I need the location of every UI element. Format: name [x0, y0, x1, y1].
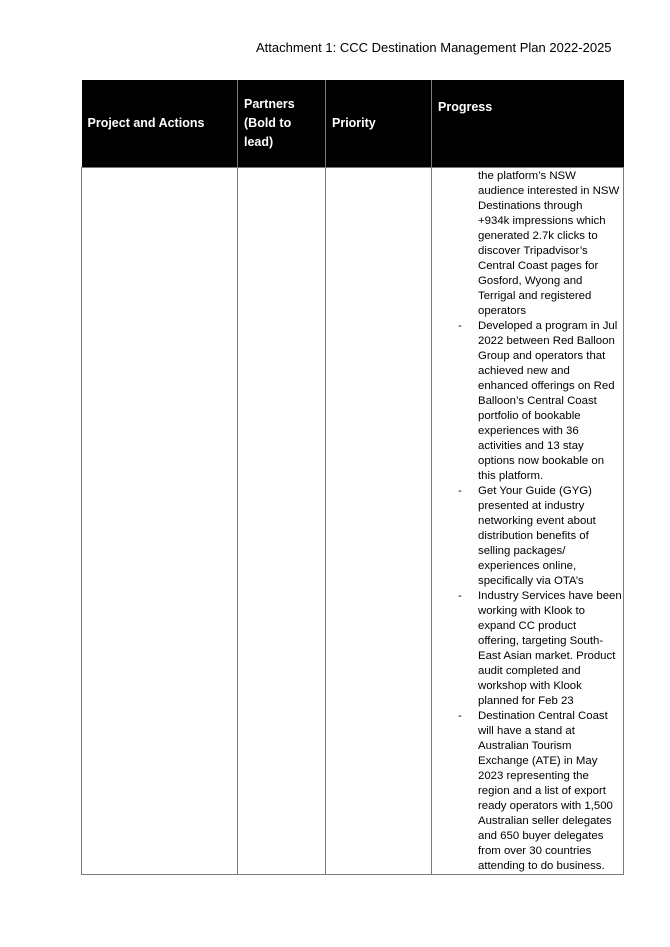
progress-text-line: Exchange (ATE) in May	[478, 755, 598, 767]
progress-text-line: workshop with Klook	[478, 680, 582, 692]
progress-text-line: networking event about	[478, 515, 596, 527]
progress-text-line: experiences with 36	[478, 425, 579, 437]
header-partners-line: lead)	[244, 135, 274, 149]
document-title: Attachment 1: CCC Destination Management Plan 2022-2025	[256, 40, 612, 55]
progress-text-line: audience interested in NSW	[478, 185, 620, 197]
progress-text-line: presented at industry	[478, 500, 585, 512]
progress-text-line: Australian seller delegates	[478, 815, 612, 827]
progress-text-line: the platform’s NSW	[478, 170, 576, 182]
progress-text-line: options now bookable on	[478, 455, 605, 467]
progress-text-line: Group and operators that	[478, 350, 606, 362]
progress-text-line: discover Tripadvisor’s	[478, 245, 588, 257]
dmp-table	[81, 80, 624, 875]
progress-bullet-item	[438, 589, 622, 709]
partners-cell	[238, 168, 326, 875]
progress-text-line: portfolio of bookable	[478, 410, 581, 422]
progress-text-line: experiences online,	[478, 560, 577, 572]
header-partners-line: Partners	[244, 97, 295, 111]
table-row	[82, 168, 624, 875]
bullet-text	[478, 319, 619, 484]
progress-text-line: working with Klook to	[478, 605, 585, 617]
progress-text-line: 2022 between Red Balloon	[478, 335, 615, 347]
progress-text-line: distribution benefits of	[478, 530, 589, 542]
progress-text-line: from over 30 countries	[478, 845, 592, 857]
progress-text-line: region and a list of export	[478, 785, 606, 797]
progress-text-line: achieved new and	[478, 365, 570, 377]
bullet-text	[478, 589, 622, 709]
bullet-dash: -	[458, 590, 462, 602]
bullet-dash: -	[458, 710, 462, 722]
header-priority: Priority	[326, 80, 432, 168]
progress-text-line: this platform.	[478, 470, 544, 482]
header-project-and-actions: Project and Actions	[82, 80, 238, 168]
progress-bullet-item	[438, 484, 619, 589]
header-progress: Progress	[432, 80, 624, 168]
table-header-row	[82, 80, 624, 168]
progress-text-line: Get Your Guide (GYG)	[478, 485, 592, 497]
bullet-text	[478, 709, 619, 874]
priority-cell	[326, 168, 432, 875]
progress-bullet-item	[438, 319, 619, 484]
header-partners-line: (Bold to	[244, 116, 292, 130]
progress-text-line: Gosford, Wyong and	[478, 275, 583, 287]
bullet-text	[478, 484, 619, 589]
progress-text-line: planned for Feb 23	[478, 695, 574, 707]
progress-text-line: selling packages/	[478, 545, 566, 557]
progress-text-line: specifically via OTA’s	[478, 575, 584, 587]
progress-text-line: generated 2.7k clicks to	[478, 230, 598, 242]
progress-text-line: Terrigal and registered	[478, 290, 592, 302]
progress-text-line: audit completed and	[478, 665, 581, 677]
progress-text-line: activities and 13 stay	[478, 440, 584, 452]
progress-text-line: 2023 representing the	[478, 770, 589, 782]
bullet-dash: -	[458, 320, 462, 332]
progress-cell	[432, 168, 624, 875]
progress-bullet-item	[438, 709, 619, 874]
progress-continuation	[438, 169, 619, 319]
progress-text-line: and 650 buyer delegates	[478, 830, 604, 842]
progress-text-line: attending to do business.	[478, 860, 605, 872]
progress-text-line: Australian Tourism	[478, 740, 572, 752]
progress-text-line: will have a stand at	[478, 725, 575, 737]
project-cell	[82, 168, 238, 875]
progress-text-line: expand CC product	[478, 620, 577, 632]
progress-text-line: Central Coast pages for	[478, 260, 599, 272]
progress-text-line: enhanced offerings on Red	[478, 380, 615, 392]
header-partners	[238, 80, 326, 168]
progress-text-line: operators	[478, 305, 527, 317]
progress-text-line: East Asian market. Product	[478, 650, 616, 662]
progress-text-line: Balloon’s Central Coast	[478, 395, 597, 407]
progress-text-line: Industry Services have been	[478, 590, 622, 602]
progress-text-line: Developed a program in Jul	[478, 320, 618, 332]
progress-text-line: offering, targeting South-	[478, 635, 604, 647]
progress-text-line: Destination Central Coast	[478, 710, 608, 722]
progress-content	[432, 168, 623, 874]
progress-text-line: Destinations through	[478, 200, 583, 212]
progress-text-line: ready operators with 1,500	[478, 800, 613, 812]
progress-text-line: +934k impressions which	[478, 215, 606, 227]
bullet-dash: -	[458, 485, 462, 497]
